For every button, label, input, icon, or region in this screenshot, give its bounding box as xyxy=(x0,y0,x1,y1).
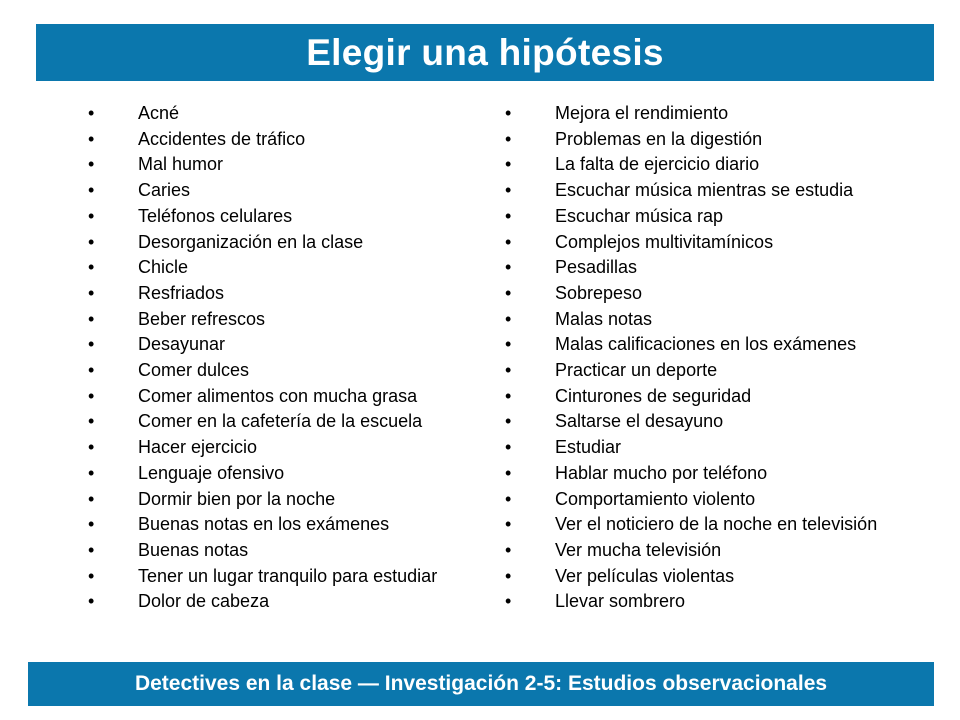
list-item xyxy=(505,358,925,384)
bullet-icon: • xyxy=(88,308,95,329)
bullet-icon: • xyxy=(88,565,95,586)
list-item xyxy=(505,564,925,590)
bullet-icon: • xyxy=(88,282,95,303)
list-item-text: Ver películas violentas xyxy=(555,565,735,586)
bullet-icon: • xyxy=(505,437,512,458)
bullet-icon: • xyxy=(505,385,512,406)
list-item xyxy=(88,255,488,281)
list-item xyxy=(88,307,488,333)
list-item xyxy=(505,332,925,358)
list-item-text: Ver el noticiero de la noche en televisión xyxy=(555,514,878,535)
list-item xyxy=(88,204,488,230)
list-item xyxy=(505,538,925,564)
list-item xyxy=(505,281,925,307)
list-item xyxy=(88,487,488,513)
list-item-text: Desorganización en la clase xyxy=(138,231,364,252)
list-item xyxy=(88,178,488,204)
list-item xyxy=(505,230,925,256)
list-item-text: Saltarse el desayuno xyxy=(555,411,724,432)
list-item-text: Escuchar música mientras se estudia xyxy=(555,180,854,201)
bullet-icon: • xyxy=(505,231,512,252)
bullet-icon: • xyxy=(88,437,95,458)
bullet-icon: • xyxy=(505,411,512,432)
list-item-text: Problemas en la digestión xyxy=(555,128,763,149)
list-item xyxy=(88,435,488,461)
bullet-icon: • xyxy=(88,514,95,535)
list-item-text: Lenguaje ofensivo xyxy=(138,462,285,483)
list-item-text: Hacer ejercicio xyxy=(138,437,258,458)
list-item xyxy=(505,487,925,513)
bullet-icon: • xyxy=(505,154,512,175)
list-item xyxy=(505,255,925,281)
list-item-text: Escuchar música rap xyxy=(555,205,724,226)
list-item-text: Sobrepeso xyxy=(555,282,643,303)
bullet-icon: • xyxy=(505,180,512,201)
bullet-icon: • xyxy=(88,360,95,381)
list-item xyxy=(505,384,925,410)
list-item-text: Dormir bien por la noche xyxy=(138,488,336,509)
bullet-icon: • xyxy=(88,385,95,406)
list-item xyxy=(505,589,925,615)
bullet-icon: • xyxy=(88,180,95,201)
bullet-icon: • xyxy=(505,128,512,149)
title-banner xyxy=(36,24,934,81)
list-item xyxy=(505,461,925,487)
list-item-text: Buenas notas en los exámenes xyxy=(138,514,390,535)
bullet-icon: • xyxy=(505,360,512,381)
footer-banner xyxy=(28,662,934,706)
list-item xyxy=(88,281,488,307)
bullet-icon: • xyxy=(505,257,512,278)
bullet-icon: • xyxy=(505,591,512,612)
bullet-icon: • xyxy=(88,334,95,355)
list-item-text: Tener un lugar tranquilo para estudiar xyxy=(138,565,438,586)
list-item-text: Comer dulces xyxy=(138,360,250,381)
list-item-text: Complejos multivitamínicos xyxy=(555,231,774,252)
bullet-icon: • xyxy=(88,591,95,612)
list-item xyxy=(505,435,925,461)
bullet-icon: • xyxy=(88,205,95,226)
list-item xyxy=(88,230,488,256)
list-item-text: Mejora el rendimiento xyxy=(555,103,729,123)
list-item xyxy=(88,127,488,153)
list-item xyxy=(88,538,488,564)
list-item xyxy=(88,101,488,127)
bullet-icon: • xyxy=(505,308,512,329)
bullet-icon: • xyxy=(88,257,95,278)
list-item-text: Pesadillas xyxy=(555,257,638,278)
list-item xyxy=(88,589,488,615)
footer-text: Detectives en la clase — Investigación 2-5: Estudios observacionales xyxy=(134,672,828,695)
list-item xyxy=(505,152,925,178)
list-item xyxy=(505,512,925,538)
list-item xyxy=(88,409,488,435)
list-item-text: Desayunar xyxy=(138,334,226,355)
list-item xyxy=(88,152,488,178)
list-item-text: Comportamiento violento xyxy=(555,488,756,509)
list-item-text: Acné xyxy=(138,103,180,123)
list-item xyxy=(88,384,488,410)
list-item xyxy=(88,358,488,384)
list-item-text: Dolor de cabeza xyxy=(138,591,270,612)
bullet-icon: • xyxy=(88,411,95,432)
list-item-text: Accidentes de tráfico xyxy=(138,128,306,149)
bullet-icon: • xyxy=(88,154,95,175)
list-item-text: Teléfonos celulares xyxy=(138,205,293,226)
list-item xyxy=(505,204,925,230)
slide-title: Elegir una hipótesis xyxy=(306,31,664,73)
list-item xyxy=(88,512,488,538)
bullet-icon: • xyxy=(505,205,512,226)
list-item xyxy=(88,332,488,358)
list-item-text: Comer en la cafetería de la escuela xyxy=(138,411,423,432)
list-item-text: Hablar mucho por teléfono xyxy=(555,462,768,483)
bullet-icon: • xyxy=(505,462,512,483)
bullet-icon: • xyxy=(505,565,512,586)
bullet-icon: • xyxy=(505,103,512,123)
list-item-text: Ver mucha televisión xyxy=(555,539,722,560)
list-item xyxy=(505,178,925,204)
list-item xyxy=(88,564,488,590)
list-item-text: Practicar un deporte xyxy=(555,360,718,381)
bullet-icon: • xyxy=(88,128,95,149)
list-item-text: Estudiar xyxy=(555,437,622,458)
bullet-icon: • xyxy=(505,514,512,535)
list-item-text: Cinturones de seguridad xyxy=(555,385,752,406)
list-item-text: Resfriados xyxy=(138,282,225,303)
list-item xyxy=(88,461,488,487)
list-item xyxy=(505,409,925,435)
list-item-text: Beber refrescos xyxy=(138,308,266,329)
bullet-icon: • xyxy=(505,539,512,560)
bullet-icon: • xyxy=(88,539,95,560)
list-item-text: La falta de ejercicio diario xyxy=(555,154,760,175)
list-item xyxy=(505,307,925,333)
list-item-text: Comer alimentos con mucha grasa xyxy=(138,385,418,406)
hypothesis-list-left xyxy=(88,101,488,615)
list-item xyxy=(505,101,925,127)
bullet-icon: • xyxy=(88,231,95,252)
bullet-icon: • xyxy=(88,462,95,483)
list-item-text: Llevar sombrero xyxy=(555,591,686,612)
list-item-text: Caries xyxy=(138,180,191,201)
bullet-icon: • xyxy=(88,103,95,123)
bullet-icon: • xyxy=(505,334,512,355)
list-item-text: Chicle xyxy=(138,257,189,278)
list-item xyxy=(505,127,925,153)
hypothesis-list-right xyxy=(505,101,925,615)
list-item-text: Buenas notas xyxy=(138,539,249,560)
bullet-icon: • xyxy=(88,488,95,509)
list-item-text: Malas notas xyxy=(555,308,653,329)
bullet-icon: • xyxy=(505,282,512,303)
list-item-text: Malas calificaciones en los exámenes xyxy=(555,334,857,355)
bullet-icon: • xyxy=(505,488,512,509)
list-item-text: Mal humor xyxy=(138,154,224,175)
